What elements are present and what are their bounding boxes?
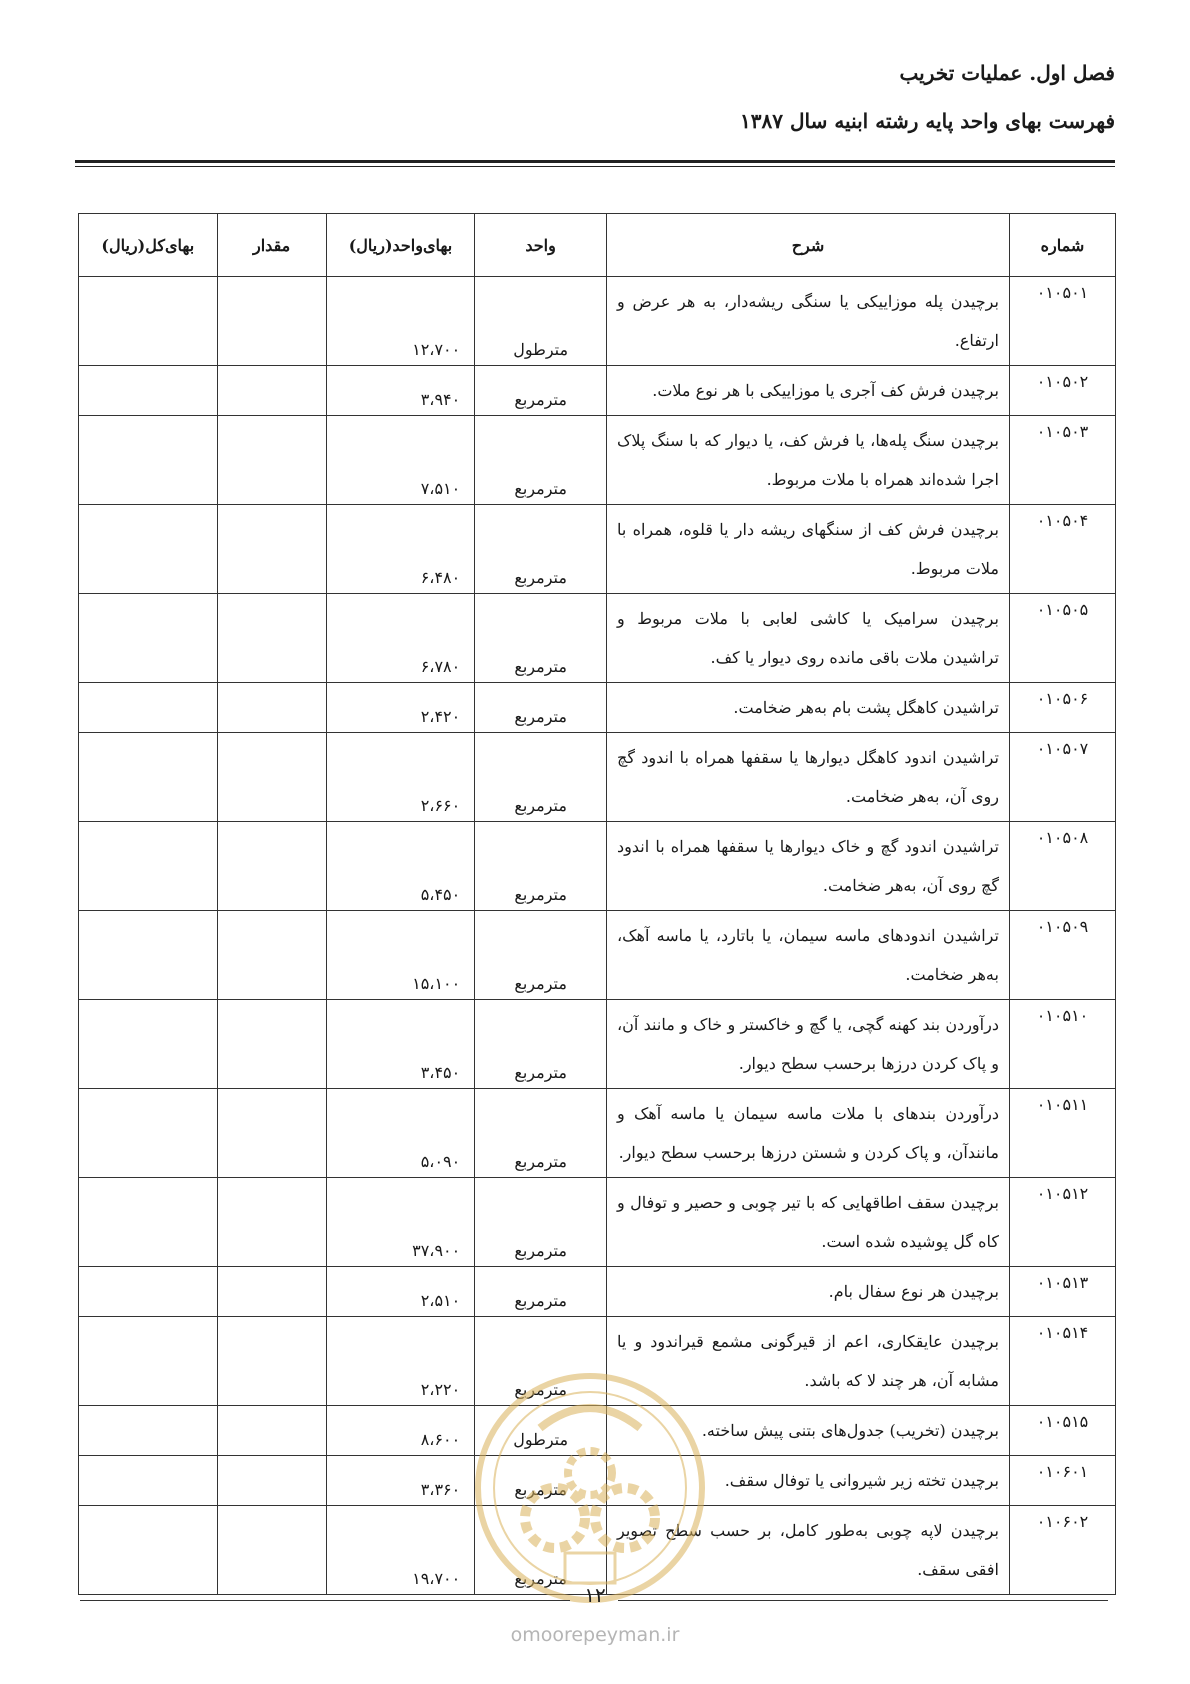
- row-quantity: [217, 277, 326, 366]
- row-code: ۰۱۰۵۰۷: [1009, 733, 1115, 822]
- price-table: [78, 213, 1116, 1595]
- table-row: [79, 733, 1116, 822]
- row-description: برچیدن سرامیک یا کاشی لعابی با ملات مربوط و تراشیدن ملات باقی مانده روی دیوار یا کف.: [607, 594, 1010, 683]
- row-quantity: [217, 733, 326, 822]
- header-unit-price: بهای‌واحد(ریال): [326, 214, 475, 277]
- row-unit: مترمربع: [475, 1267, 607, 1317]
- row-code: ۰۱۰۵۱۴: [1009, 1317, 1115, 1406]
- row-unit: مترمربع: [475, 911, 607, 1000]
- row-description: برچیدن پله موزاییکی یا سنگی ریشه‌دار، به هر عرض و ارتفاع.: [607, 277, 1010, 366]
- row-unit: مترمربع: [475, 822, 607, 911]
- row-description: برچیدن (تخریب) جدول‌های بتنی پیش ساخته.: [607, 1406, 1010, 1456]
- table-row: [79, 1506, 1116, 1595]
- row-code: ۰۱۰۵۰۹: [1009, 911, 1115, 1000]
- row-quantity: [217, 1406, 326, 1456]
- row-unit: مترمربع: [475, 683, 607, 733]
- row-total-price: [79, 505, 218, 594]
- table-row: [79, 277, 1116, 366]
- row-quantity: [217, 1178, 326, 1267]
- row-total-price: [79, 1178, 218, 1267]
- row-description: برچیدن تخته زیر شیروانی یا توفال سقف.: [607, 1456, 1010, 1506]
- row-total-price: [79, 911, 218, 1000]
- row-description: تراشیدن اندودهای ماسه سیمان، یا باتارد، یا ماسه آهک، به‌هر ضخامت.: [607, 911, 1010, 1000]
- row-unit-price: ۳۷،۹۰۰: [326, 1178, 475, 1267]
- header-code: شماره: [1009, 214, 1115, 277]
- table-row: [79, 416, 1116, 505]
- row-code: ۰۱۰۵۰۵: [1009, 594, 1115, 683]
- list-title: فهرست بهای واحد پایه رشته ابنیه سال ۱۳۸۷: [740, 109, 1115, 133]
- row-unit-price: ۳،۴۵۰: [326, 1000, 475, 1089]
- row-code: ۰۱۰۶۰۱: [1009, 1456, 1115, 1506]
- table-header-row: [79, 214, 1116, 277]
- row-total-price: [79, 366, 218, 416]
- row-code: ۰۱۰۵۰۳: [1009, 416, 1115, 505]
- row-unit-price: ۶،۷۸۰: [326, 594, 475, 683]
- row-description: درآوردن بندهای با ملات ماسه سیمان یا ماسه آهک و مانندآن، و پاک کردن و شستن درزها برحسب سطح دیوار.: [607, 1089, 1010, 1178]
- row-code: ۰۱۰۵۰۱: [1009, 277, 1115, 366]
- header-description: شرح: [607, 214, 1010, 277]
- page-number: ۱۲: [584, 1583, 606, 1607]
- row-unit-price: ۲،۶۶۰: [326, 733, 475, 822]
- row-unit: مترمربع: [475, 505, 607, 594]
- row-quantity: [217, 1506, 326, 1595]
- row-unit-price: ۷،۵۱۰: [326, 416, 475, 505]
- row-unit: مترمربع: [475, 1178, 607, 1267]
- row-code: ۰۱۰۵۰۸: [1009, 822, 1115, 911]
- document-header: [75, 58, 1115, 136]
- header-quantity: مقدار: [217, 214, 326, 277]
- row-unit-price: ۳،۳۶۰: [326, 1456, 475, 1506]
- table-row: [79, 1178, 1116, 1267]
- row-unit: مترمربع: [475, 416, 607, 505]
- table-row: [79, 1000, 1116, 1089]
- table-row: [79, 1317, 1116, 1406]
- row-quantity: [217, 1317, 326, 1406]
- row-description: برچیدن سقف اطاقهایی که با تیر چوبی و حصیر و توفال و کاه گل پوشیده شده است.: [607, 1178, 1010, 1267]
- row-total-price: [79, 1317, 218, 1406]
- row-code: ۰۱۰۵۱۳: [1009, 1267, 1115, 1317]
- row-total-price: [79, 1506, 218, 1595]
- table-row: [79, 683, 1116, 733]
- header-rule-thick: [75, 160, 1115, 163]
- header-rule-thin: [75, 166, 1115, 167]
- table-row: [79, 1406, 1116, 1456]
- row-description: تراشیدن کاهگل پشت بام به‌هر ضخامت.: [607, 683, 1010, 733]
- row-description: تراشیدن اندود کاهگل دیوارها یا سقفها همراه با اندود گچ روی آن، به‌هر ضخامت.: [607, 733, 1010, 822]
- table-row: [79, 594, 1116, 683]
- row-quantity: [217, 822, 326, 911]
- row-quantity: [217, 505, 326, 594]
- footer-rule-left: [80, 1600, 570, 1601]
- row-code: ۰۱۰۵۰۴: [1009, 505, 1115, 594]
- row-unit-price: ۵،۰۹۰: [326, 1089, 475, 1178]
- row-unit-price: ۱۹،۷۰۰: [326, 1506, 475, 1595]
- header-total-price: بهای‌کل(ریال): [79, 214, 218, 277]
- row-total-price: [79, 1089, 218, 1178]
- row-code: ۰۱۰۵۱۱: [1009, 1089, 1115, 1178]
- row-quantity: [217, 366, 326, 416]
- row-unit: مترمربع: [475, 1506, 607, 1595]
- row-unit-price: ۲،۲۲۰: [326, 1317, 475, 1406]
- row-total-price: [79, 277, 218, 366]
- row-unit: مترمربع: [475, 1317, 607, 1406]
- table-row: [79, 911, 1116, 1000]
- table-row: [79, 822, 1116, 911]
- row-code: ۰۱۰۵۱۲: [1009, 1178, 1115, 1267]
- row-description: برچیدن لاپه چوبی به‌طور کامل، بر حسب سطح تصویر افقی سقف.: [607, 1506, 1010, 1595]
- row-unit: مترمربع: [475, 366, 607, 416]
- row-total-price: [79, 1406, 218, 1456]
- row-code: ۰۱۰۵۱۰: [1009, 1000, 1115, 1089]
- footer-rule-right: [618, 1600, 1108, 1601]
- row-unit-price: ۱۲،۷۰۰: [326, 277, 475, 366]
- row-unit: مترمربع: [475, 1000, 607, 1089]
- row-unit: مترمربع: [475, 1456, 607, 1506]
- row-unit-price: ۶،۴۸۰: [326, 505, 475, 594]
- row-unit-price: ۲،۴۲۰: [326, 683, 475, 733]
- row-quantity: [217, 594, 326, 683]
- row-total-price: [79, 733, 218, 822]
- header-unit: واحد: [475, 214, 607, 277]
- row-description: برچیدن سنگ پله‌ها، یا فرش کف، یا دیوار که با سنگ پلاک اجرا شده‌اند همراه با ملات مربوط.: [607, 416, 1010, 505]
- row-total-price: [79, 683, 218, 733]
- row-code: ۰۱۰۵۱۵: [1009, 1406, 1115, 1456]
- row-description: برچیدن هر نوع سفال بام.: [607, 1267, 1010, 1317]
- row-total-price: [79, 416, 218, 505]
- table-row: [79, 366, 1116, 416]
- row-quantity: [217, 1000, 326, 1089]
- row-quantity: [217, 1456, 326, 1506]
- row-unit-price: ۲،۵۱۰: [326, 1267, 475, 1317]
- row-unit: مترمربع: [475, 594, 607, 683]
- table-row: [79, 1267, 1116, 1317]
- row-unit: مترطول: [475, 277, 607, 366]
- row-quantity: [217, 1267, 326, 1317]
- table-row: [79, 505, 1116, 594]
- row-description: تراشیدن اندود گچ و خاک دیوارها یا سقفها همراه با اندود گچ روی آن، به‌هر ضخامت.: [607, 822, 1010, 911]
- row-quantity: [217, 416, 326, 505]
- row-total-price: [79, 1267, 218, 1317]
- row-unit-price: ۱۵،۱۰۰: [326, 911, 475, 1000]
- row-quantity: [217, 911, 326, 1000]
- row-total-price: [79, 822, 218, 911]
- chapter-title: فصل اول. عملیات تخریب: [899, 61, 1115, 85]
- row-description: برچیدن عایقکاری، اعم از قیرگونی مشمع قیراندود و یا مشابه آن، هر چند لا که باشد.: [607, 1317, 1010, 1406]
- row-unit: مترطول: [475, 1406, 607, 1456]
- row-total-price: [79, 1456, 218, 1506]
- row-unit-price: ۳،۹۴۰: [326, 366, 475, 416]
- row-quantity: [217, 1089, 326, 1178]
- row-description: برچیدن فرش کف از سنگهای ریشه دار یا قلوه، همراه با ملات مربوط.: [607, 505, 1010, 594]
- row-description: برچیدن فرش کف آجری یا موزاییکی با هر نوع ملات.: [607, 366, 1010, 416]
- row-total-price: [79, 594, 218, 683]
- table-row: [79, 1456, 1116, 1506]
- row-description: درآوردن بند کهنه گچی، یا گچ و خاکستر و خاک و مانند آن، و پاک کردن درزها برحسب سطح دیوار.: [607, 1000, 1010, 1089]
- watermark-url: omoorepeyman.ir: [510, 1624, 680, 1646]
- row-code: ۰۱۰۶۰۲: [1009, 1506, 1115, 1595]
- row-unit-price: ۵،۴۵۰: [326, 822, 475, 911]
- row-code: ۰۱۰۵۰۶: [1009, 683, 1115, 733]
- row-unit: مترمربع: [475, 1089, 607, 1178]
- row-unit: مترمربع: [475, 733, 607, 822]
- row-unit-price: ۸،۶۰۰: [326, 1406, 475, 1456]
- row-total-price: [79, 1000, 218, 1089]
- table-row: [79, 1089, 1116, 1178]
- row-quantity: [217, 683, 326, 733]
- row-code: ۰۱۰۵۰۲: [1009, 366, 1115, 416]
